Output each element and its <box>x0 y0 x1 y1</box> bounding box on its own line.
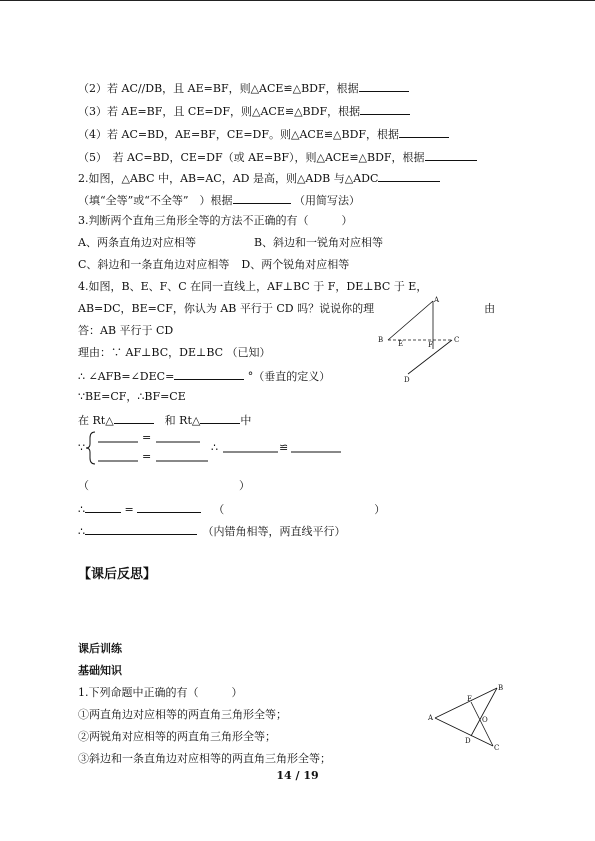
statement-2: ②两锐角对应相等的两直角三角形全等； <box>78 730 276 743</box>
label-o: O <box>482 716 488 724</box>
label-a: A <box>428 714 434 722</box>
answer-line: 答：AB 平行于 CD <box>78 324 174 337</box>
therefore-line-1: ∴ = （ ） <box>78 503 386 516</box>
equals-sign: = <box>142 431 152 444</box>
therefore-line-2: ∴ （内错角相等，两直线平行） <box>78 525 346 538</box>
page-top-border <box>0 0 595 1</box>
answer-blank <box>200 412 240 424</box>
label-b: B <box>498 684 504 692</box>
training-question-1: 1.下列命题中正确的有（ ） <box>78 686 243 699</box>
label-d: D <box>465 737 471 745</box>
because-symbol: ∵ <box>78 441 85 454</box>
answer-blank <box>378 170 440 182</box>
label-e: E <box>398 340 404 348</box>
geometry-figure-2 <box>425 682 510 754</box>
answer-blank <box>360 103 410 115</box>
brace-svg <box>78 430 378 466</box>
answer-blank <box>137 501 201 513</box>
congruent-symbol: ≌ <box>279 441 289 454</box>
option-row-1: A、两条直角边对应相等 B、斜边和一锐角对应相等 <box>78 236 384 249</box>
item-5-line: （5） 若 AC=BD，CE=DF（或 AE=BF），则△ACE≌△BDF，根据 <box>78 149 477 165</box>
answer-blank <box>399 126 449 138</box>
statement-3: ③斜边和一条直角边对应相等的两直角三角形全等； <box>78 752 331 765</box>
label-d: D <box>404 376 410 384</box>
angle-line: ∴ ∠AFB=∠DEC= °（垂直的定义） <box>78 370 331 383</box>
equals-sign: = <box>142 450 152 463</box>
item-3-line: （3）若 AE=BF，且 CE=DF，则△ACE≌△BDF，根据 <box>78 103 410 119</box>
label-a: A <box>434 296 440 304</box>
question-2-line: 2.如图，△ABC 中，AB=AC，AD 是高，则△ADB 与△ADC <box>78 170 440 186</box>
label-b: B <box>378 336 384 344</box>
question-3-line: 3.判断两个直角三角形全等的方法不正确的有（ ） <box>78 214 353 227</box>
geometry-figure-1 <box>372 292 467 387</box>
label-e: E <box>467 695 473 703</box>
therefore-symbol: ∴ <box>211 441 218 454</box>
answer-blank <box>85 501 121 513</box>
answer-blank <box>174 368 244 380</box>
segment-line: ∵BE=CF，∴BF=CE <box>78 390 186 403</box>
answer-blank <box>425 149 477 161</box>
answer-blank <box>233 192 291 204</box>
item-4-line: （4）若 AC=BD，AE=BF，CE=DF。则△ACE≌△BDF，根据 <box>78 126 449 142</box>
reason-paren-line: （ ） <box>78 479 250 492</box>
question-2-line-b: （填“全等”或“不全等” ）根据 （用简写法） <box>78 194 360 207</box>
statement-1: ①两直角边对应相等的两直角三角形全等； <box>78 708 287 721</box>
reason-line: 理由：∵ AF⊥BC，DE⊥BC （已知） <box>78 346 271 359</box>
answer-blank <box>114 412 154 424</box>
page-number: 14 / 19 <box>276 769 319 782</box>
segment-ab <box>435 688 497 718</box>
segment-ab <box>388 301 433 340</box>
answer-blank <box>359 80 409 92</box>
item-2-line: （2）若 AC//DB，且 AE=BF，则△ACE≌△BDF，根据 <box>78 80 409 96</box>
section-heading-basics: 基础知识 <box>78 664 122 677</box>
question-4-line: 4.如图，B、E、F、C 在同一直线上，AF⊥BC 于 F，DE⊥BC 于 E， <box>78 280 428 293</box>
section-heading-reflection: 【课后反思】 <box>78 567 157 582</box>
answer-blank <box>85 523 197 535</box>
option-row-2: C、斜边和一条直角边对应相等 D、两个锐角对应相等 <box>78 258 350 271</box>
label-c: C <box>494 744 500 752</box>
triangles-line: 在 Rt△ 和 Rt△ 中 <box>78 414 252 427</box>
brace-system <box>78 430 378 466</box>
segment-ec <box>471 702 493 746</box>
label-c: C <box>454 336 460 344</box>
label-f: F <box>428 341 433 349</box>
question-4-line-b: AB=DC，BE=CF，你认为 AB 平行于 CD 吗？说说你的理 由 <box>78 302 496 315</box>
section-heading-training: 课后训练 <box>78 642 122 655</box>
